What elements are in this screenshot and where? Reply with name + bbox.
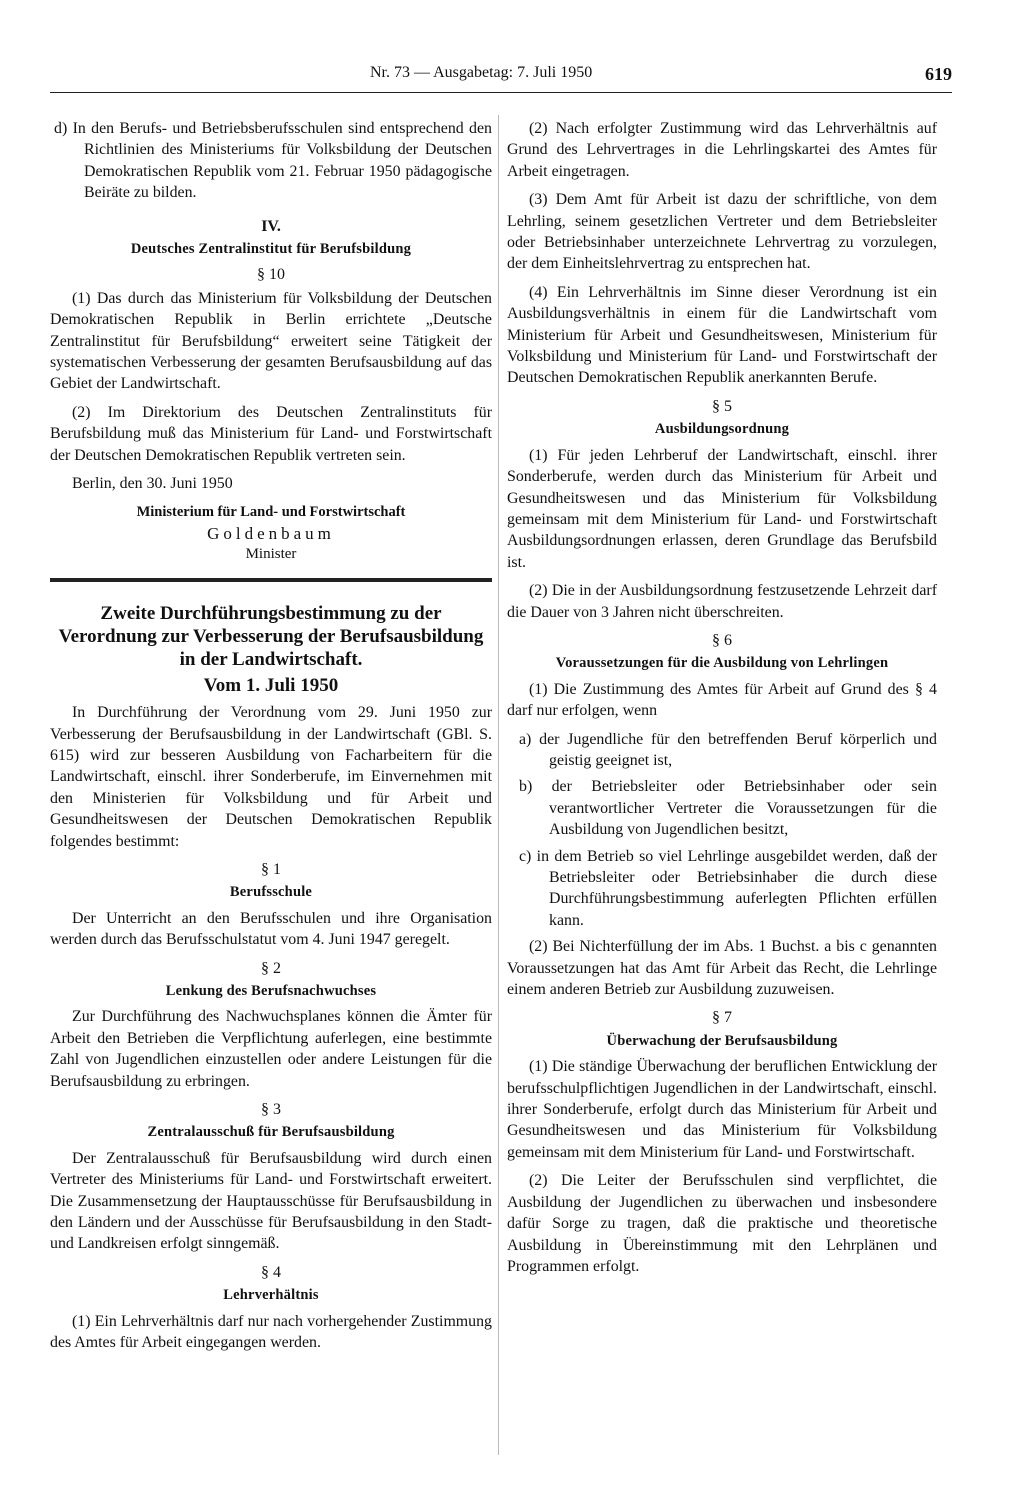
- paragraph-5-title: Ausbildungsordnung: [654, 421, 790, 438]
- paragraph-10-text-1: (1) Das durch das Ministerium für Volksbildung der Deutschen Demokratischen Republik in Berlin errichtete „Deutsche Zentralinstitut für Berufsbildung“ erweitert seine Tätigkeit der systematischen Verbesserung der gesamten Berufsausbildung auf das Gebiet der Landwirtschaft.: [50, 289, 492, 393]
- paragraph-1-number: § 1: [261, 860, 281, 878]
- paragraph-6-title: Voraussetzungen für die Ausbildung von Lehrlingen: [555, 655, 889, 672]
- page-header: [50, 64, 952, 93]
- paragraph-4-text-4: (4) Ein Lehrverhältnis im Sinne dieser Verordnung ist ein Ausbildungsverhältnis in einem für die Landwirtschaft vom Ministerium für Arbeit und Gesundheitswesen, Ministerium für Volksbildung und Ministerium für Land- und Forstwirtschaft der Deutschen Demokratischen Republik anerkannten Berufe.: [507, 283, 937, 387]
- signer-role: Minister: [245, 546, 297, 563]
- paragraph-2-number: § 2: [261, 959, 281, 977]
- paragraph-4-title: Lehrverhältnis: [223, 1287, 319, 1304]
- document-intro: In Durchführung der Verordnung vom 29. Juni 1950 zur Verbesserung der Berufsausbildung in der Landwirtschaft (GBl. S. 615) wird zur besseren Ausbildung von Facharbeitern für die Landwirtschaft, einschl. ihrer Sonderberufe, im Einvernehmen mit den Ministerien für Volksbildung und für Arbeit und Gesundheitswesen der Deutschen Demokratischen Republik folgendes bestimmt:: [50, 704, 492, 850]
- paragraph-1-text: Der Unterricht an den Berufsschulen und ihre Organisation werden durch das Berufsschulstatut vom 4. Juni 1947 geregelt.: [50, 909, 492, 949]
- paragraph-7-text-2: (2) Die Leiter der Berufsschulen sind verpflichtet, die Ausbildung der Jugendlichen zu überwachen und insbesondere dafür Sorge zu tragen, daß die praktische und theoretische Ausbildung in Übereinstimmung mit den Lehrplänen und Programmen erfolgt.: [507, 1172, 937, 1275]
- ministry-name: Ministerium für Land- und Forstwirtschaft: [136, 503, 406, 520]
- section-rule: [50, 578, 492, 582]
- paragraph-3-title: Zentralausschuß für Berufsausbildung: [147, 1124, 395, 1141]
- paragraph-10-number: § 10: [257, 266, 285, 284]
- paragraph-7-text-1: (1) Die ständige Überwachung der beruflichen Entwicklung der berufsschulpflichtigen Jugendlichen in der Landwirtschaft, einschl. ihrer Sonderberufe, erfolgt durch das Ministerium für Arbeit und Gesundheitswesen und das Ministerium für Volksbildung gemeinsam mit dem Ministerium für Land- und Forstwirtschaft.: [507, 1058, 937, 1161]
- place-date: Berlin, den 30. Juni 1950: [72, 475, 233, 493]
- page-number: 619: [925, 64, 952, 84]
- paragraph-5-text-2: (2) Die in der Ausbildungsordnung festzusetzende Lehrzeit darf die Dauer von 3 Jahren nicht überschreiten.: [507, 582, 937, 621]
- paragraph-3-text: Der Zentralausschuß für Berufsausbildung wird durch einen Vertreter des Ministeriums für Land- und Forstwirtschaft erweitert. Die Zusammensetzung der Hauptausschüsse für Berufsausbildung in den Ländern und der Ausschüsse für Berufsausbildung in den Stadt- und Landkreisen erfolgt sinngemäß.: [50, 1149, 492, 1253]
- paragraph-2-title: Lenkung des Berufsnachwuchses: [165, 983, 377, 999]
- right-column: [507, 118, 937, 1284]
- paragraph-4-text-1: (1) Ein Lehrverhältnis darf nur nach vorhergehender Zustimmung des Amtes für Arbeit eingegangen werden.: [50, 1312, 492, 1352]
- paragraph-7-title: Überwachung der Berufsausbildung: [606, 1032, 838, 1049]
- section-roman-iv: IV.: [261, 217, 281, 235]
- paragraph-5-number: § 5: [712, 397, 732, 415]
- item-d: d) In den Berufs- und Betriebsberufsschulen sind entsprechend den Richtlinien des Ministeriums für Volksbildung der Deutschen Demokratischen Republik vom 21. Februar 1950 pädagogische Beiräte zu bilden.: [54, 120, 492, 202]
- list-item-c: c) in dem Betrieb so viel Lehrlinge ausgebildet werden, daß der Betriebsleiter oder Betriebsinhaber die durch diese Durchführungsbestimmung auferlegten Pflichten erfüllen kann.: [519, 847, 937, 929]
- paragraph-4-text-3: (3) Dem Amt für Arbeit ist dazu der schriftliche, von dem Lehrling, seinem gesetzlichen Vertreter und dem Betriebsleiter oder Betriebsinhaber unterzeichnete Lehrvertrag zu vorzulegen, der dem Einheitslehrvertrag zu entsprechen hat.: [507, 191, 937, 273]
- column-divider: [498, 115, 499, 1455]
- paragraph-7-number: § 7: [712, 1009, 732, 1027]
- list-item-a: a) der Jugendliche für den betreffenden Beruf körperlich und geistig geeignet ist,: [519, 730, 937, 769]
- paragraph-5-text-1: (1) Für jeden Lehrberuf der Landwirtschaft, einschl. ihrer Sonderberufe, werden durch das Ministerium für Arbeit und Gesundheitswesen und das Ministerium für Volksbildung gemeinsam mit dem Ministerium für Land- und Forstwirtschaft Ausbildungsordnungen erlassen, deren Grundlage das Berufsbild ist.: [507, 446, 937, 571]
- section-iv-title: Deutsches Zentralinstitut für Berufsbildung: [130, 241, 412, 258]
- paragraph-10-text-2: (2) Im Direktorium des Deutschen Zentralinstituts für Berufsbildung muß das Ministerium für Land- und Forstwirtschaft der Deutschen Demokratischen Republik vertreten sein.: [50, 403, 492, 464]
- document-title: Zweite Durchführungsbestimmung zu der Verordnung zur Verbesserung der Berufsausbildung in der Landwirtschaft.: [58, 602, 484, 670]
- issue-line: Nr. 73 — Ausgabetag: 7. Juli 1950: [370, 64, 593, 81]
- paragraph-6-text-1: (1) Die Zustimmung des Amtes für Arbeit auf Grund des § 4 darf nur erfolgen, wenn: [507, 680, 937, 720]
- paragraph-4-number: § 4: [261, 1263, 281, 1281]
- list-item-b: b) der Betriebsleiter oder Betriebsinhaber oder sein verantwortlicher Vertreter die Voraussetzungen für die Ausbildung von Jugendlichen besitzt,: [519, 778, 937, 839]
- left-column: [50, 118, 492, 1361]
- paragraph-1-title: Berufsschule: [229, 884, 313, 901]
- document-date: Vom 1. Juli 1950: [203, 674, 339, 696]
- signer-name: Goldenbaum: [207, 523, 335, 543]
- paragraph-4-text-2: (2) Nach erfolgter Zustimmung wird das Lehrverhältnis auf Grund des Lehrvertrages in die Lehrlingskartei des Amtes für Arbeit eingetragen.: [507, 120, 937, 180]
- paragraph-6-number: § 6: [712, 631, 732, 649]
- paragraph-6-text-2: (2) Bei Nichterfüllung der im Abs. 1 Buchst. a bis c genannten Voraussetzungen hat das Amt für Arbeit das Recht, die Lehrlinge einem anderen Betrieb zur Ausbildung zuzuweisen.: [507, 938, 937, 999]
- paragraph-3-number: § 3: [261, 1101, 281, 1119]
- paragraph-2-text: Zur Durchführung des Nachwuchsplanes können die Ämter für Arbeit den Betrieben die Verpflichtung auferlegen, eine bestimmte Zahl von Jugendlichen einzustellen oder andere Leistungen für die Berufsausbildung zu erbringen.: [50, 1008, 492, 1090]
